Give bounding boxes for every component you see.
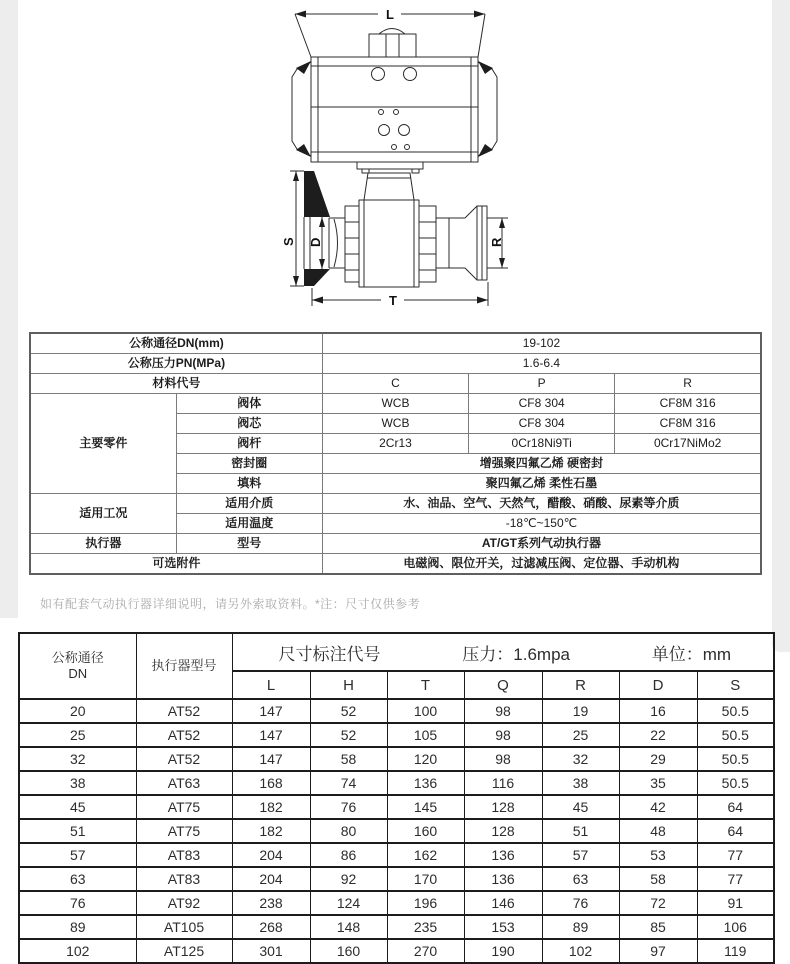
spec-core-c: WCB <box>322 414 468 434</box>
table-cell: 116 <box>464 771 542 795</box>
table-cell: 50.5 <box>697 699 774 723</box>
table-cell: 52 <box>310 699 387 723</box>
spec-value-pn: 1.6-6.4 <box>322 354 761 374</box>
table-cell: 63 <box>542 867 619 891</box>
header-dn-line1: 公称通径 <box>51 649 104 665</box>
table-row <box>19 771 774 795</box>
table-cell: 25 <box>542 723 619 747</box>
table-row <box>30 554 761 575</box>
table-cell: 51 <box>19 819 136 843</box>
spec-material-r: R <box>615 374 761 394</box>
table-row <box>19 867 774 891</box>
table-cell: 72 <box>619 891 697 915</box>
table-cell: 97 <box>619 939 697 963</box>
table-row <box>19 843 774 867</box>
table-row <box>19 819 774 843</box>
table-cell: AT63 <box>136 771 232 795</box>
table-cell: 22 <box>619 723 697 747</box>
table-cell: 100 <box>387 699 464 723</box>
table-row <box>19 939 774 963</box>
spec-body-p: CF8 304 <box>469 394 615 414</box>
table-cell: AT75 <box>136 819 232 843</box>
table-row <box>19 891 774 915</box>
subheader-L: L <box>232 671 310 699</box>
table-cell: 35 <box>619 771 697 795</box>
dimension-table <box>18 632 775 964</box>
dim-label-T: T <box>389 293 397 308</box>
spec-core-r: CF8M 316 <box>615 414 761 434</box>
table-cell: 190 <box>464 939 542 963</box>
table-cell: 89 <box>19 915 136 939</box>
table-cell: 77 <box>697 867 774 891</box>
table-cell: 85 <box>619 915 697 939</box>
table-cell: 38 <box>19 771 136 795</box>
table-row <box>19 723 774 747</box>
spec-label-accessory: 可选附件 <box>30 554 322 575</box>
header-title-code: 尺寸标注代号 <box>278 644 381 664</box>
table-cell: 51 <box>542 819 619 843</box>
subheader-T: T <box>387 671 464 699</box>
spec-label-dn: 公称通径DN(mm) <box>30 333 322 354</box>
table-cell: 102 <box>542 939 619 963</box>
spec-value-packing: 聚四氟乙烯 柔性石墨 <box>322 474 761 494</box>
table-cell: 182 <box>232 795 310 819</box>
spec-stem-p: 0Cr18Ni9Ti <box>469 434 615 454</box>
spec-label-parts: 主要零件 <box>30 394 176 494</box>
table-cell: 50.5 <box>697 771 774 795</box>
table-cell: 64 <box>697 819 774 843</box>
table-cell: 148 <box>310 915 387 939</box>
table-cell: 98 <box>464 723 542 747</box>
dimension-R <box>487 218 508 268</box>
table-cell: 204 <box>232 867 310 891</box>
table-cell: 45 <box>542 795 619 819</box>
table-cell: 238 <box>232 891 310 915</box>
spec-stem-r: 0Cr17NiMo2 <box>615 434 761 454</box>
table-header-row <box>19 633 774 671</box>
table-cell: 77 <box>697 843 774 867</box>
table-cell: 204 <box>232 843 310 867</box>
dimension-S <box>281 171 304 286</box>
spec-value-temp: -18℃~150℃ <box>322 514 761 534</box>
table-cell: 52 <box>310 723 387 747</box>
table-cell: 136 <box>464 867 542 891</box>
table-cell: 76 <box>542 891 619 915</box>
spec-label-stem: 阀杆 <box>176 434 322 454</box>
table-cell: 168 <box>232 771 310 795</box>
spec-label-temp: 适用温度 <box>176 514 322 534</box>
table-cell: 120 <box>387 747 464 771</box>
table-cell: 50.5 <box>697 723 774 747</box>
spec-value-seal: 增强聚四氟乙烯 硬密封 <box>322 454 761 474</box>
table-cell: 63 <box>19 867 136 891</box>
subheader-S: S <box>697 671 774 699</box>
table-cell: 48 <box>619 819 697 843</box>
table-cell: 124 <box>310 891 387 915</box>
dimension-table-body <box>19 699 774 963</box>
spec-label-material: 材料代号 <box>30 374 322 394</box>
dimension-T <box>312 282 488 308</box>
table-row <box>30 534 761 554</box>
spec-value-accessory: 电磁阀、限位开关，过滤减压阀、定位器、手动机构 <box>322 554 761 575</box>
table-cell: 16 <box>619 699 697 723</box>
spec-label-body: 阀体 <box>176 394 322 414</box>
spec-label-packing: 填料 <box>176 474 322 494</box>
table-row <box>19 699 774 723</box>
table-cell: 45 <box>19 795 136 819</box>
table-cell: 29 <box>619 747 697 771</box>
table-cell: 89 <box>542 915 619 939</box>
spec-label-core: 阀芯 <box>176 414 322 434</box>
spec-body-r: CF8M 316 <box>615 394 761 414</box>
table-cell: 136 <box>464 843 542 867</box>
table-cell: 160 <box>310 939 387 963</box>
table-cell: 74 <box>310 771 387 795</box>
spec-core-p: CF8 304 <box>469 414 615 434</box>
dim-label-S: S <box>281 237 296 246</box>
table-row <box>30 374 761 394</box>
table-cell: 153 <box>464 915 542 939</box>
dimension-L <box>295 7 485 57</box>
subheader-H: H <box>310 671 387 699</box>
spec-value-model: AT/GT系列气动执行器 <box>322 534 761 554</box>
table-cell: 58 <box>619 867 697 891</box>
table-cell: 25 <box>19 723 136 747</box>
spec-label-actuator: 执行器 <box>30 534 176 554</box>
table-cell: 98 <box>464 699 542 723</box>
table-row <box>19 795 774 819</box>
table-cell: 235 <box>387 915 464 939</box>
table-row <box>30 354 761 374</box>
table-cell: 128 <box>464 795 542 819</box>
table-row <box>30 333 761 354</box>
table-row <box>30 394 761 414</box>
table-cell: 50.5 <box>697 747 774 771</box>
valve-body <box>304 171 487 287</box>
table-cell: AT83 <box>136 843 232 867</box>
table-cell: 57 <box>19 843 136 867</box>
table-cell: 58 <box>310 747 387 771</box>
spec-material-c: C <box>322 374 468 394</box>
table-cell: 162 <box>387 843 464 867</box>
table-cell: 38 <box>542 771 619 795</box>
table-cell: 145 <box>387 795 464 819</box>
table-cell: 270 <box>387 939 464 963</box>
table-cell: 105 <box>387 723 464 747</box>
table-row <box>19 747 774 771</box>
subheader-R: R <box>542 671 619 699</box>
table-row <box>19 915 774 939</box>
table-cell: 76 <box>310 795 387 819</box>
footnote-text: 如有配套气动执行器详细说明，请另外索取资料。*注：尺寸仅供参考 <box>40 597 421 611</box>
table-cell: 32 <box>19 747 136 771</box>
mounting-bracket <box>357 162 423 200</box>
subheader-D: D <box>619 671 697 699</box>
header-dn-line2: DN <box>68 666 88 681</box>
spec-value-medium: 水、油品、空气、天然气，醋酸、硝酸、尿素等介质 <box>322 494 761 514</box>
table-cell: AT52 <box>136 699 232 723</box>
table-cell: 128 <box>464 819 542 843</box>
spec-stem-c: 2Cr13 <box>322 434 468 454</box>
spec-label-medium: 适用介质 <box>176 494 322 514</box>
table-cell: 64 <box>697 795 774 819</box>
table-cell: AT105 <box>136 915 232 939</box>
table-cell: 268 <box>232 915 310 939</box>
table-cell: AT52 <box>136 723 232 747</box>
table-cell: AT83 <box>136 867 232 891</box>
table-cell: 98 <box>464 747 542 771</box>
table-cell: 42 <box>619 795 697 819</box>
spec-material-p: P <box>469 374 615 394</box>
table-cell: 80 <box>310 819 387 843</box>
table-cell: 182 <box>232 819 310 843</box>
table-cell: 19 <box>542 699 619 723</box>
dim-label-L: L <box>386 7 394 22</box>
table-cell: 147 <box>232 723 310 747</box>
header-dn <box>19 633 136 699</box>
table-cell: 170 <box>387 867 464 891</box>
table-cell: 136 <box>387 771 464 795</box>
table-cell: 102 <box>19 939 136 963</box>
table-cell: 147 <box>232 747 310 771</box>
dim-label-R: R <box>489 237 504 247</box>
spec-label-seal: 密封圈 <box>176 454 322 474</box>
table-cell: 106 <box>697 915 774 939</box>
table-cell: 119 <box>697 939 774 963</box>
table-cell: 20 <box>19 699 136 723</box>
table-cell: 146 <box>464 891 542 915</box>
spec-table <box>29 332 762 575</box>
table-cell: 160 <box>387 819 464 843</box>
table-cell: AT125 <box>136 939 232 963</box>
dim-label-D: D <box>308 237 323 247</box>
table-cell: 92 <box>310 867 387 891</box>
table-row <box>30 494 761 514</box>
valve-technical-drawing <box>0 0 790 330</box>
spec-label-pn: 公称压力PN(MPa) <box>30 354 322 374</box>
table-cell: 301 <box>232 939 310 963</box>
spec-label-condition: 适用工况 <box>30 494 176 534</box>
table-cell: AT75 <box>136 795 232 819</box>
header-title <box>232 633 774 671</box>
table-cell: 32 <box>542 747 619 771</box>
pneumatic-actuator <box>292 29 497 163</box>
spec-body-c: WCB <box>322 394 468 414</box>
dimension-D <box>308 217 325 269</box>
table-cell: 86 <box>310 843 387 867</box>
header-title-pressure: 压力：1.6mpa <box>462 644 570 664</box>
table-cell: 57 <box>542 843 619 867</box>
header-title-unit: 单位：mm <box>651 644 732 664</box>
table-cell: 196 <box>387 891 464 915</box>
table-cell: AT52 <box>136 747 232 771</box>
spec-value-dn: 19-102 <box>322 333 761 354</box>
table-cell: 53 <box>619 843 697 867</box>
spec-label-model: 型号 <box>176 534 322 554</box>
table-cell: 76 <box>19 891 136 915</box>
table-cell: 147 <box>232 699 310 723</box>
table-cell: 91 <box>697 891 774 915</box>
table-cell: AT92 <box>136 891 232 915</box>
subheader-Q: Q <box>464 671 542 699</box>
header-actuator-model: 执行器型号 <box>136 633 232 699</box>
